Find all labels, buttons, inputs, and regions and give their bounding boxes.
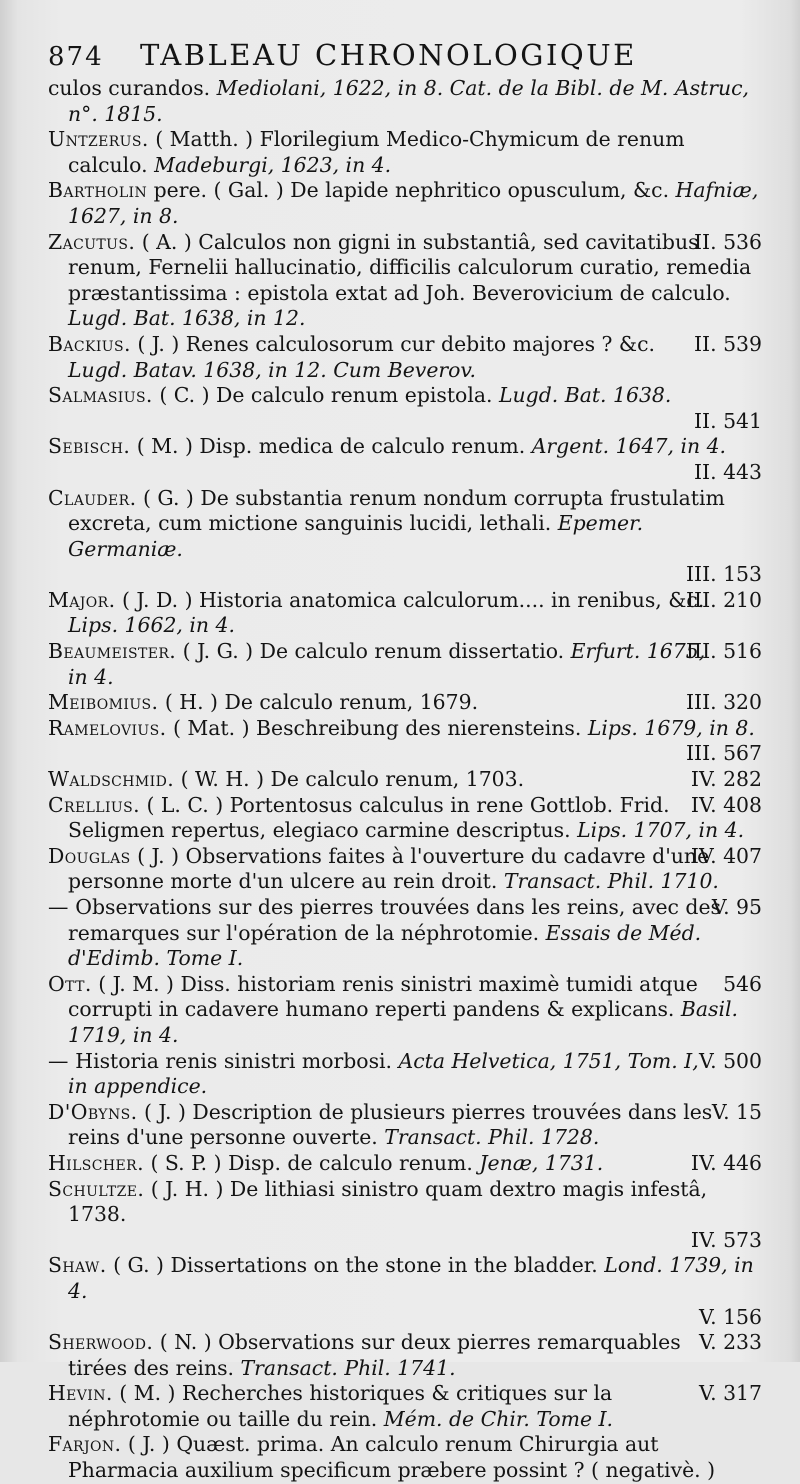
bibliography-entry	[48, 1151, 762, 1177]
entry-author: Untzerus.	[48, 127, 149, 152]
entry-author: Beaumeister.	[48, 639, 177, 664]
volume-page-reference: II. 443	[694, 459, 762, 484]
page-header	[48, 38, 762, 76]
volume-page-reference: II. 541	[694, 408, 762, 433]
entry-source: Jenæ, 1731.	[479, 1150, 604, 1175]
bibliography-entry	[48, 588, 762, 639]
bibliography-entry	[48, 127, 762, 178]
entry-title: Observations sur des pierres trouvées dans les reins, avec des remarques sur l'opération de la néphrotomie.	[68, 895, 722, 945]
entry-author: Farjon.	[48, 1432, 122, 1457]
bibliography-entry	[48, 332, 762, 383]
entry-title: ( J. ) Observations faites à l'ouverture du cadavre d'une personne morte d'un ulcere au rein droit.	[68, 843, 710, 894]
volume-page-reference: III. 210	[685, 587, 762, 612]
entry-source: Epemer. Germaniæ.	[68, 511, 644, 561]
entry-author: D'Obyns.	[48, 1099, 138, 1124]
volume-page-reference: IV. 408	[690, 792, 762, 817]
entry-author: Douglas	[48, 843, 131, 868]
entry-title: culos curandos.	[48, 76, 211, 100]
entry-author: Bartholin	[48, 178, 148, 203]
entry-source: Mém. de Chir. Tome I.	[383, 1406, 614, 1431]
entry-author: Shaw.	[48, 1253, 107, 1278]
entry-source: Transact. Phil. 1710.	[503, 869, 719, 894]
volume-page-reference: IV. 573	[690, 1227, 762, 1252]
entry-author: Hilscher.	[48, 1150, 144, 1175]
entry-title: ( J. ) Quæst. prima. An calculo renum Chirurgia aut Pharmacia auxilium specificum præbere possint ? ( negativè. )	[68, 1432, 716, 1483]
bibliography-entry	[48, 793, 762, 844]
entry-source: Lugd. Batav. 1638, in 12. Cum Beverov.	[68, 357, 476, 382]
bibliography-entry	[48, 1432, 762, 1483]
entry-author: Clauder.	[48, 485, 137, 510]
entry-author: Crellius.	[48, 792, 140, 817]
volume-page-reference: IV. 407	[690, 843, 762, 868]
entry-title: ( W. H. ) De calculo renum, 1703.	[180, 767, 525, 792]
volume-page-reference: III. 516	[685, 639, 762, 664]
volume-page-reference: V. 95	[711, 895, 762, 919]
entry-title: ( C. ) De calculo renum epistola.	[159, 383, 493, 408]
bibliography-entry	[48, 230, 762, 332]
entry-title: Historia renis sinistri morbosi.	[75, 1048, 393, 1073]
bibliography-entry	[48, 972, 762, 1049]
bibliography-entry	[48, 690, 762, 716]
bibliography-entry	[48, 767, 762, 793]
entry-source: Transact. Phil. 1728.	[384, 1125, 600, 1150]
bibliography-entry	[48, 486, 762, 588]
entry-title: ( Matth. ) Florilegium Medico-Chymicum de renum calculo.	[68, 127, 685, 177]
entry-source: Argent. 1647, in 4.	[531, 434, 727, 459]
entry-title: ( J. H. ) De lithiasi sinistro quam dextro magis infestâ, 1738.	[68, 1176, 708, 1227]
entry-title: pere. ( Gal. ) De lapide nephritico opusculum, &c.	[153, 178, 670, 203]
bibliography-entry	[48, 639, 762, 690]
entry-source: Hafniæ, 1627, in 8.	[68, 178, 759, 228]
entry-source: Lond. 1739, in 4.	[68, 1253, 754, 1303]
entry-author: Ramelovius.	[48, 715, 167, 740]
entry-title: ( Mat. ) Beschreibung des nierensteins.	[172, 715, 582, 740]
bibliography-entry	[48, 1381, 762, 1432]
entry-source: Acta Helvetica, 1751, Tom. I, in appendice.	[68, 1048, 699, 1099]
bibliography-entry	[48, 383, 762, 434]
page-number: 874	[48, 42, 104, 72]
volume-page-reference: IV. 446	[690, 1150, 762, 1175]
entry-source: Mediolani, 1622, in 8. Cat. de la Bibl. de M. Astruc, n°. 1815.	[68, 76, 750, 126]
volume-page-reference: V. 233	[698, 1330, 762, 1355]
volume-page-reference: IV. 282	[690, 767, 762, 792]
bibliography-entry	[48, 178, 762, 229]
entry-source: Basil. 1719, in 4.	[68, 997, 739, 1047]
entry-title: ( G. ) Dissertations on the stone in the bladder.	[113, 1253, 598, 1278]
entry-source: Erfurt. 1675, in 4.	[68, 639, 706, 689]
entry-author: Salmasius.	[48, 383, 153, 408]
entry-source: Lugd. Bat. 1638, in 12.	[68, 306, 306, 331]
entry-source: Madeburgi, 1623, in 4.	[154, 152, 392, 177]
entry-source: Transact. Phil. 1741.	[240, 1355, 456, 1380]
entry-source: Lips. 1707, in 4.	[577, 818, 745, 843]
volume-page-reference: III. 320	[685, 690, 762, 715]
entry-title: ( J. ) Renes calculosorum cur debito majores ? &c.	[137, 331, 655, 356]
entry-source: Lugd. Bat. 1638.	[498, 383, 672, 408]
volume-page-reference: 546	[723, 971, 762, 996]
bibliography-entry	[48, 434, 762, 485]
entry-title: ( J. M. ) Diss. historiam renis sinistri maximè tumidi atque corrupti in cadavere humano reperti pandens & explicans.	[68, 971, 698, 1022]
volume-page-reference: II. 539	[694, 331, 762, 356]
entry-author: Sebisch.	[48, 434, 131, 459]
bibliography-entry	[48, 844, 762, 895]
entry-title: ( H. ) De calculo renum, 1679.	[164, 690, 479, 715]
bibliography-entry	[48, 1100, 762, 1151]
running-title: TABLEAU CHRONOLOGIQUE	[140, 38, 637, 72]
entry-author: Sherwood.	[48, 1330, 154, 1355]
entry-title: ( L. C. ) Portentosus calculus in rene Gottlob. Frid. Seligmen repertus, elegiaco carmine descriptus.	[68, 792, 670, 843]
volume-page-reference: V. 15	[711, 1099, 762, 1124]
bibliography-entry	[48, 1177, 762, 1254]
entry-title: ( S. P. ) Disp. de calculo renum.	[150, 1150, 473, 1175]
bibliography-list	[48, 76, 762, 1484]
entry-title: ( J. G. ) De calculo renum dissertatio.	[182, 639, 565, 664]
entry-author: Meibomius.	[48, 690, 159, 715]
entry-author: Schultze.	[48, 1176, 145, 1201]
volume-page-reference: V. 317	[698, 1381, 762, 1406]
entry-author: Zacutus.	[48, 229, 136, 254]
bibliography-entry	[48, 76, 762, 127]
entry-title: ( N. ) Observations sur deux pierres remarquables tirées des reins.	[68, 1330, 681, 1380]
entry-title: ( J. D. ) Historia anatomica calculorum.... in renibus, &c.	[122, 587, 705, 612]
bibliography-entry	[48, 1330, 762, 1381]
entry-author: Backius.	[48, 331, 131, 356]
entry-source: Lips. 1662, in 4.	[68, 613, 235, 638]
entry-author: Hevin.	[48, 1381, 113, 1406]
entry-title: ( G. ) De substantia renum nondum corrupta frustulatim excreta, cum mictione sanguinis lucidi, lethali.	[68, 485, 725, 536]
entry-title: ( M. ) Recherches historiques & critiques sur la néphrotomie ou taille du rein.	[68, 1381, 613, 1431]
volume-page-reference: III. 567	[685, 741, 762, 766]
volume-page-reference: II. 536	[694, 229, 762, 254]
entry-title: ( A. ) Calculos non gigni in substantiâ, sed cavitatibus renum, Fernelii hallucinatio, difficilis calculorum curatio, remedia præstantissima : epistola extat ad Joh. Beverovicium de calculo.	[68, 229, 752, 305]
entry-author: —	[48, 895, 69, 919]
volume-page-reference: V. 156	[698, 1304, 762, 1329]
entry-title: ( J. ) Description de plusieurs pierres trouvées dans les reins d'une personne ouverte.	[68, 1099, 713, 1150]
entry-source: Lips. 1679, in 8.	[587, 715, 755, 740]
entry-author: Major.	[48, 587, 116, 612]
bibliography-entry	[48, 1049, 762, 1100]
bibliography-entry	[48, 1253, 762, 1330]
entry-author: —	[48, 1048, 69, 1073]
bibliography-entry	[48, 895, 762, 972]
entry-title: ( M. ) Disp. medica de calculo renum.	[136, 434, 526, 459]
entry-author: Waldschmid.	[48, 767, 175, 792]
entry-author: Ott.	[48, 971, 92, 996]
bibliography-entry	[48, 716, 762, 767]
volume-page-reference: V. 500	[698, 1048, 762, 1073]
entry-source: Essais de Méd. d'Edimb. Tome I.	[68, 920, 702, 971]
volume-page-reference: III. 153	[685, 562, 762, 587]
